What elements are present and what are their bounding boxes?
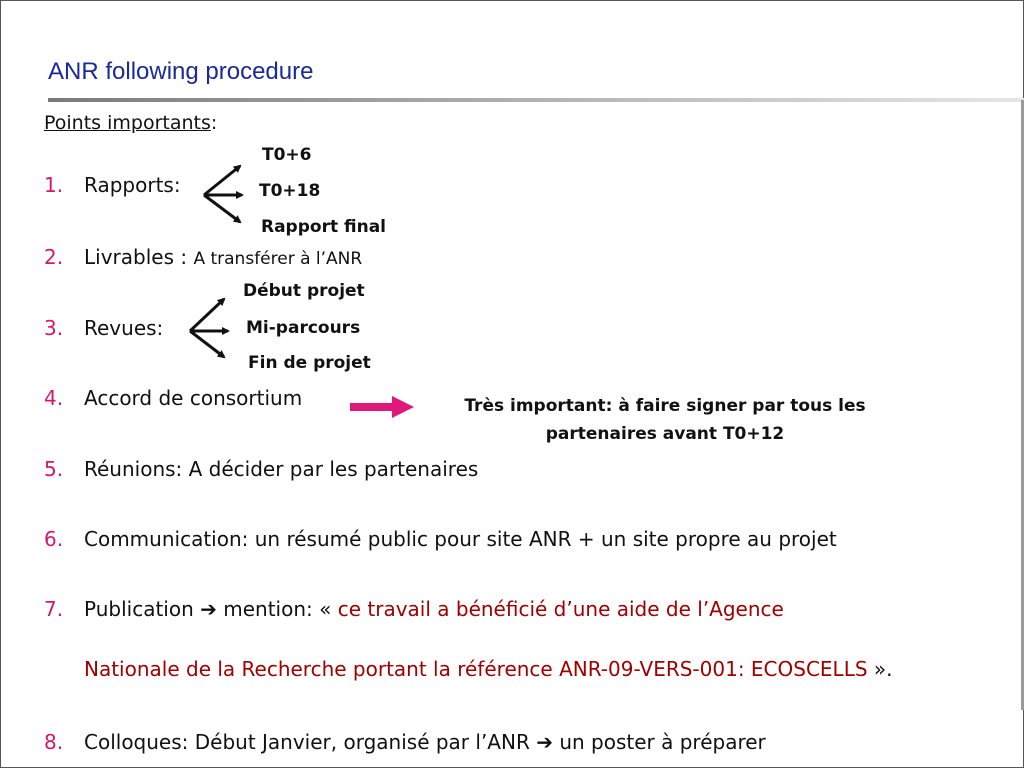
points-heading-label: Points importants	[44, 112, 211, 134]
revues-branch-arrows	[190, 299, 228, 357]
branch-arrow-down	[204, 195, 240, 222]
item-livrables-label: Livrables :	[84, 245, 188, 269]
item-publication-label: Publication	[84, 597, 194, 621]
arrow-icon: ➔	[200, 597, 217, 621]
slide-title: ANR following procedure	[48, 58, 314, 85]
item-reunions: Réunions: A décider par les partenaires	[84, 457, 479, 481]
item-colloques-poster: un poster à préparer	[559, 730, 766, 754]
branch-arrow-up	[204, 166, 240, 195]
branch-arrow-up	[190, 299, 224, 331]
item-number-2: 2.	[44, 245, 64, 269]
branch-mi-parcours: Mi-parcours	[246, 318, 361, 338]
item-revues: Revues:	[84, 316, 164, 340]
branch-debut-projet: Début projet	[243, 281, 365, 301]
item-publication-mention: mention: «	[223, 597, 332, 621]
arrow-icon: ➔	[536, 730, 553, 754]
item-number-4: 4.	[44, 386, 64, 410]
item-number-1: 1.	[44, 173, 64, 197]
branch-t0-6: T0+6	[262, 145, 312, 165]
branch-t0-18: T0+18	[259, 181, 321, 201]
item-livrables-detail: A transférer à l’ANR	[193, 249, 363, 269]
branch-arrow-down	[190, 331, 224, 357]
consortium-note-line-2: partenaires avant T0+12	[545, 424, 785, 444]
item-colloques-label: Colloques: Début Janvier, organisé par l’ANR	[84, 730, 530, 754]
points-heading-suffix: :	[210, 112, 218, 134]
item-number-5: 5.	[44, 457, 64, 481]
publication-quote-close: ».	[873, 657, 893, 681]
big-pink-arrow-icon	[350, 396, 414, 418]
item-number-3: 3.	[44, 316, 64, 340]
item-accord-consortium: Accord de consortium	[84, 386, 303, 410]
item-rapports: Rapports:	[84, 173, 181, 197]
rapports-branch-arrows	[204, 166, 242, 222]
branch-fin-de-projet: Fin de projet	[248, 353, 371, 373]
publication-quote-line-1: ce travail a bénéficié d’une aide de l’Agence	[337, 597, 784, 621]
branch-rapport-final: Rapport final	[261, 217, 387, 237]
consortium-note-line-1: Très important: à faire signer par tous les	[464, 396, 866, 416]
item-number-8: 8.	[44, 730, 64, 754]
item-number-7: 7.	[44, 597, 64, 621]
publication-quote-line-2: Nationale de la Recherche portant la référence ANR-09-VERS-001: ECOSCELLS	[84, 657, 868, 681]
item-number-6: 6.	[44, 527, 64, 551]
item-communication: Communication: un résumé public pour site ANR + un site propre au projet	[84, 527, 837, 551]
